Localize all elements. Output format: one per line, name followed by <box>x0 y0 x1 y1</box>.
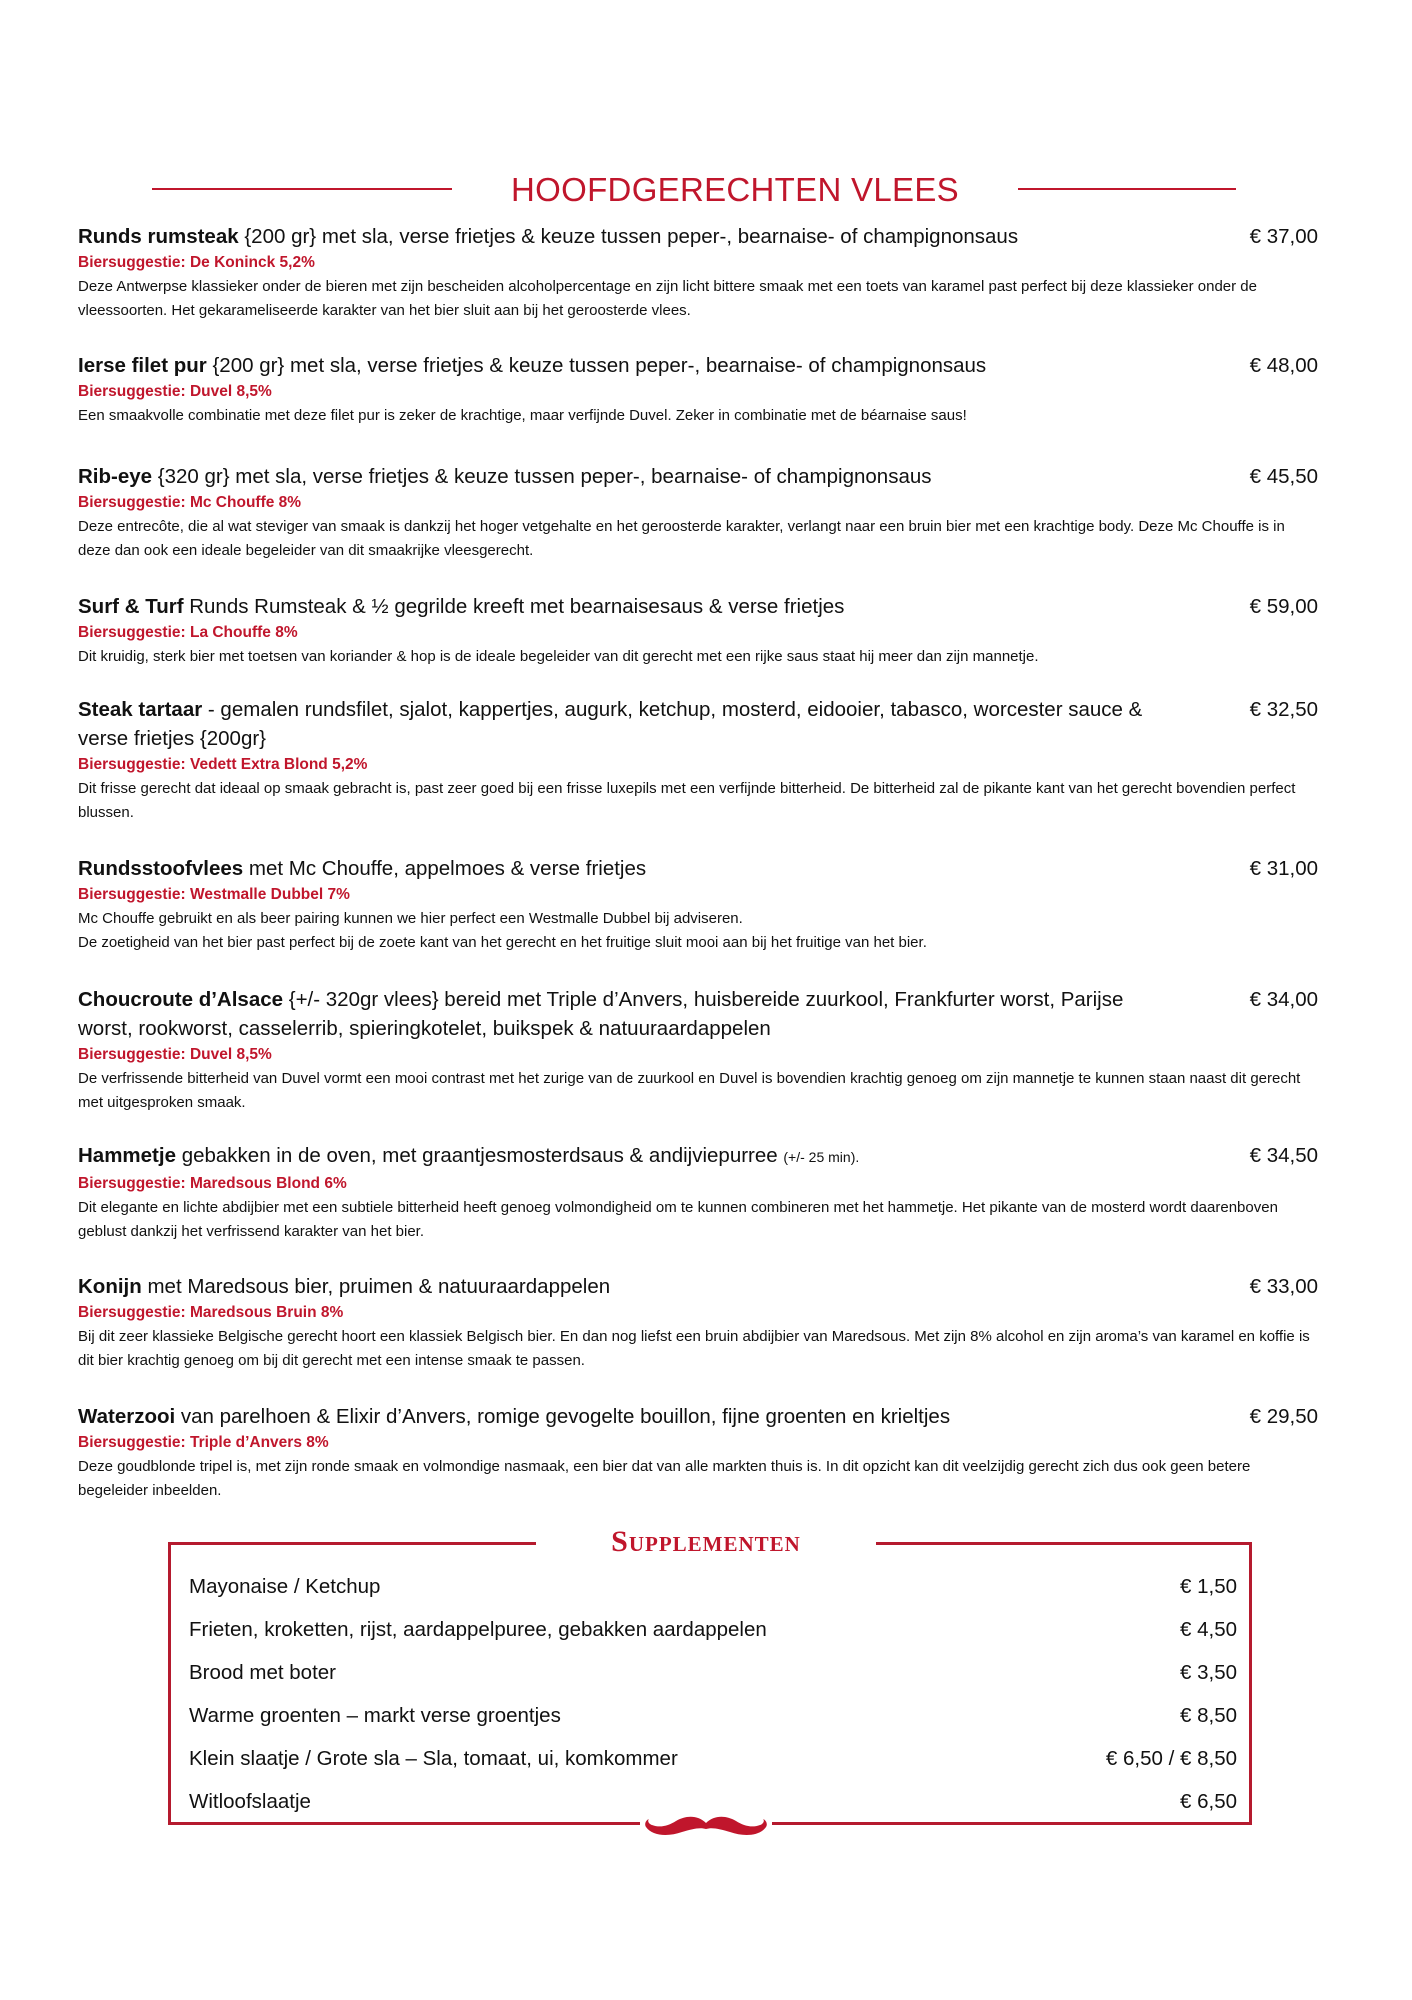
dish-line <box>78 985 1318 1043</box>
dish-name: Hammetje <box>78 1144 176 1167</box>
beer-suggestion: Biersuggestie: Maredsous Blond 6% <box>78 1175 347 1192</box>
list-item <box>189 1737 1237 1780</box>
dish-name: Rib-eye <box>78 465 153 488</box>
pairing-description: Deze entrecôte, die al wat steviger van smaak is dankzij het hoger vetgehalte en het geroosterde karakter, verlangt naar een bruin bier met een krachtige body. Deze Mc Chouffe is in deze dan ook een ideale begeleider van dit smaakrijke vleesgerecht. <box>78 518 1285 559</box>
supplement-price: € 6,50 <box>1180 1790 1237 1813</box>
supplements-box <box>168 1542 1252 1825</box>
list-item <box>189 1565 1237 1608</box>
menu-item <box>78 854 1318 955</box>
page-title: HOOFDGERECHTEN VLEES <box>511 171 959 208</box>
dish-cooking-time: (+/- 25 min). <box>783 1149 860 1165</box>
list-item <box>189 1694 1237 1737</box>
dish-price: € 45,50 <box>1249 465 1318 488</box>
list-item <box>189 1651 1237 1694</box>
menu-item <box>78 1141 1318 1244</box>
dish-name: Ierse filet pur <box>78 354 207 377</box>
supplement-price: € 6,50 / € 8,50 <box>1105 1747 1237 1770</box>
supplement-label: Brood met boter <box>189 1661 336 1684</box>
pairing-description: Dit kruidig, sterk bier met toetsen van koriander & hop is de ideale begeleider van dit gerecht met een rijke saus staat hij meer dan zijn mannetje. <box>78 648 1039 665</box>
dish-name: Konijn <box>78 1275 142 1298</box>
header-rule-right <box>1018 188 1236 190</box>
dish-description: {320 gr} met sla, verse frietjes & keuze tussen peper-, bearnaise- of champignonsaus <box>152 465 932 488</box>
beer-suggestion: Biersuggestie: Duvel 8,5% <box>78 1046 272 1063</box>
dish-description: Runds Rumsteak & ½ gegrilde kreeft met bearnaisesaus & verse frietjes <box>183 595 845 618</box>
dish-price: € 48,00 <box>1249 354 1318 377</box>
dish-line <box>78 462 1318 491</box>
menu-item <box>78 1402 1318 1503</box>
menu-item <box>78 985 1318 1115</box>
dish-line <box>78 1272 1318 1301</box>
pairing-description: Mc Chouffe gebruikt en als beer pairing kunnen we hier perfect een Westmalle Dubbel bij adviseren. De zoetigheid van het bier past perfect bij de zoete kant van het gerecht en het fruitige sluit mooi aan bij het fruitige van het bier. <box>78 910 927 951</box>
dish-name: Surf & Turf <box>78 595 184 618</box>
dish-line <box>78 222 1318 251</box>
dish-line <box>78 695 1318 753</box>
menu-item <box>78 1272 1318 1373</box>
supplements-list <box>189 1565 1237 1823</box>
dish-price: € 34,00 <box>1249 988 1318 1011</box>
supplements-title: Supplementen <box>611 1525 801 1558</box>
supplement-label: Frieten, kroketten, rijst, aardappelpuree, gebakken aardappelen <box>189 1618 767 1641</box>
list-item <box>189 1608 1237 1651</box>
supplement-price: € 3,50 <box>1180 1661 1237 1684</box>
dish-description: {200 gr} met sla, verse frietjes & keuze tussen peper-, bearnaise- of champignonsaus <box>238 225 1019 248</box>
mustache-icon <box>640 1806 772 1846</box>
pairing-description: De verfrissende bitterheid van Duvel vormt een mooi contrast met het zurige van de zuurkool en Duvel is bovendien krachtig genoeg om zijn mannetje te kunnen staan naast dit gerecht met uitgesproken smaak. <box>78 1070 1301 1111</box>
dish-description: - gemalen rundsfilet, sjalot, kappertjes, augurk, ketchup, mosterd, eidooier, tabasco, worcester sauce & verse frietjes {200gr} <box>78 698 1143 750</box>
menu-item <box>78 592 1318 669</box>
dish-line <box>78 1402 1318 1431</box>
pairing-description: Dit elegante en lichte abdijbier met een subtiele bitterheid heeft genoeg volmondigheid om te kunnen combineren met het hammetje. Het pikante van de mosterd wordt daarenboven geblust dankzij het verfrissend karakter van het bier. <box>78 1199 1278 1240</box>
dish-name: Waterzooi <box>78 1405 176 1428</box>
beer-suggestion: Biersuggestie: Triple d’Anvers 8% <box>78 1434 329 1451</box>
footer-ornament <box>640 1806 772 1846</box>
dish-price: € 29,50 <box>1249 1405 1318 1428</box>
dish-line <box>78 351 1318 380</box>
dish-price: € 37,00 <box>1249 225 1318 248</box>
beer-suggestion: Biersuggestie: Westmalle Dubbel 7% <box>78 886 350 903</box>
pairing-description: Deze Antwerpse klassieker onder de bieren met zijn bescheiden alcoholpercentage en zijn licht bittere smaak met een toets van karamel past perfect bij deze klassieker onder de vleessoorten. Het gekarameliseerde karakter van het bier sluit aan bij het geroosterde vlees. <box>78 278 1257 319</box>
dish-description: {200 gr} met sla, verse frietjes & keuze tussen peper-, bearnaise- of champignonsaus <box>206 354 987 377</box>
dish-description: gebakken in de oven, met graantjesmosterdsaus & andijviepurree <box>176 1144 784 1167</box>
dish-description: van parelhoen & Elixir d’Anvers, romige gevogelte bouillon, fijne groenten en krieltjes <box>175 1405 951 1428</box>
dish-description: {+/- 320gr vlees} bereid met Triple d’Anvers, huisbereide zuurkool, Frankfurter worst, Parijse worst, rookworst, casselerrib, spieringkotelet, buikspek & natuuraardappelen <box>78 988 1124 1040</box>
supplement-price: € 4,50 <box>1180 1618 1237 1641</box>
beer-suggestion: Biersuggestie: De Koninck 5,2% <box>78 254 315 271</box>
menu-item <box>78 222 1318 323</box>
pairing-description: Een smaakvolle combinatie met deze filet pur is zeker de krachtige, maar verfijnde Duvel. Zeker in combinatie met de béarnaise saus! <box>78 407 967 424</box>
dish-price: € 59,00 <box>1249 595 1318 618</box>
dish-name: Rundsstoofvlees <box>78 857 244 880</box>
dish-name: Steak tartaar <box>78 698 203 721</box>
dish-name: Choucroute d’Alsace <box>78 988 284 1011</box>
dish-price: € 34,50 <box>1249 1144 1318 1167</box>
page-header <box>0 168 1412 212</box>
dish-description: met Mc Chouffe, appelmoes & verse frietjes <box>243 857 647 880</box>
dish-line <box>78 854 1318 883</box>
menu-item <box>78 462 1318 563</box>
dish-price: € 31,00 <box>1249 857 1318 880</box>
supplement-label: Klein slaatje / Grote sla – Sla, tomaat, ui, komkommer <box>189 1747 678 1770</box>
dish-description: met Maredsous bier, pruimen & natuuraardappelen <box>141 1275 611 1298</box>
dish-line <box>78 1141 1318 1172</box>
header-rule-left <box>152 188 452 190</box>
supplement-label: Warme groenten – markt verse groentjes <box>189 1704 561 1727</box>
beer-suggestion: Biersuggestie: Vedett Extra Blond 5,2% <box>78 756 368 773</box>
supplements-header <box>536 1522 876 1562</box>
supplement-label: Witloofslaatje <box>189 1790 311 1813</box>
menu-item <box>78 351 1318 428</box>
pairing-description: Dit frisse gerecht dat ideaal op smaak gebracht is, past zeer goed bij een frisse luxepils met een verfijnde bitterheid. De bitterheid zal de pikante kant van het gerecht bovendien perfect blussen. <box>78 780 1296 821</box>
dish-line <box>78 592 1318 621</box>
dish-price: € 33,00 <box>1249 1275 1318 1298</box>
supplement-price: € 8,50 <box>1180 1704 1237 1727</box>
beer-suggestion: Biersuggestie: Duvel 8,5% <box>78 383 272 400</box>
supplement-price: € 1,50 <box>1180 1575 1237 1598</box>
beer-suggestion: Biersuggestie: Mc Chouffe 8% <box>78 494 302 511</box>
beer-suggestion: Biersuggestie: La Chouffe 8% <box>78 624 298 641</box>
dish-name: Runds rumsteak <box>78 225 239 248</box>
menu-item <box>78 695 1318 825</box>
beer-suggestion: Biersuggestie: Maredsous Bruin 8% <box>78 1304 344 1321</box>
pairing-description: Deze goudblonde tripel is, met zijn ronde smaak en volmondige nasmaak, een bier dat van alle markten thuis is. In dit opzicht kan dit veelzijdig gerecht zich dus ook geen betere begeleider inbeelden. <box>78 1458 1251 1499</box>
dish-price: € 32,50 <box>1249 698 1318 721</box>
pairing-description: Bij dit zeer klassieke Belgische gerecht hoort een klassiek Belgisch bier. En dan nog liefst een bruin abdijbier van Maredsous. Met zijn 8% alcohol en zijn aroma’s van karamel en koffie is dit bier krachtig genoeg om bij dit gerecht met een intense smaak te passen. <box>78 1328 1310 1369</box>
supplement-label: Mayonaise / Ketchup <box>189 1575 381 1598</box>
